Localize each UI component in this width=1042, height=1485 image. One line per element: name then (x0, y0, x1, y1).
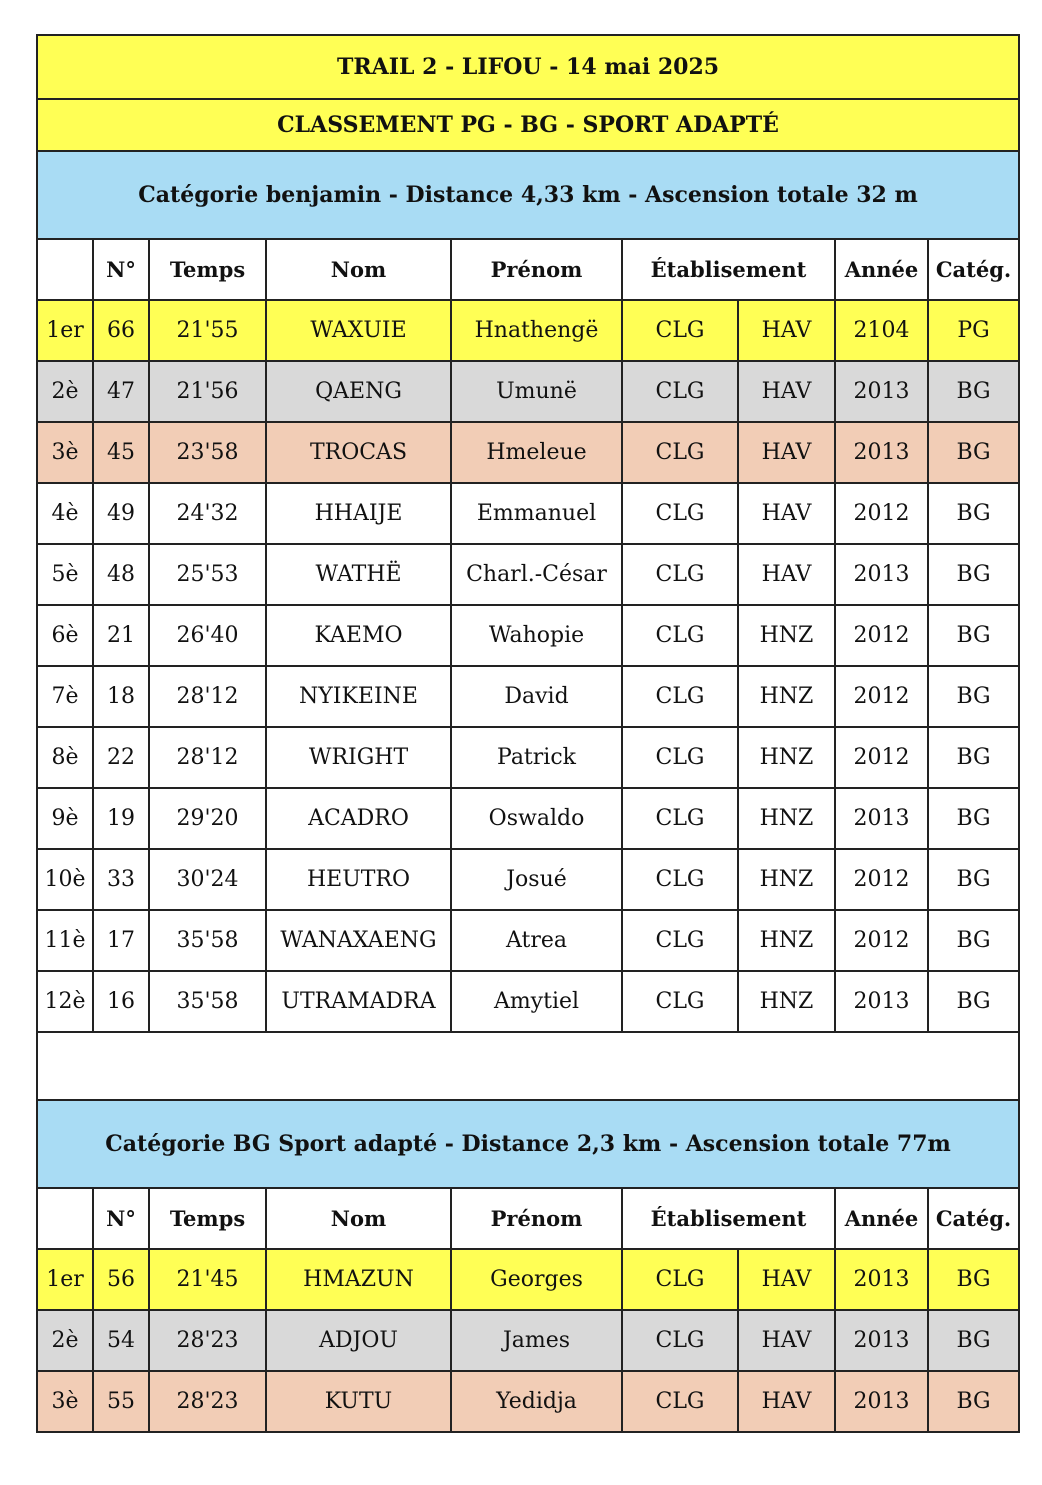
table-row (37, 1371, 1019, 1432)
cell-name: HEUTRO (266, 849, 451, 910)
cell-school: CLG (622, 605, 738, 666)
cell-number: 22 (93, 727, 149, 788)
cell-category: BG (928, 1371, 1019, 1432)
cell-number: 55 (93, 1371, 149, 1432)
cell-rank: 11è (37, 910, 93, 971)
cell-school-code: HAV (738, 1310, 835, 1371)
cell-year: 2013 (835, 788, 928, 849)
cell-school: CLG (622, 788, 738, 849)
cell-name: WANAXAENG (266, 910, 451, 971)
cell-number: 48 (93, 544, 149, 605)
cell-firstname: Wahopie (451, 605, 622, 666)
cell-name: HHAIJE (266, 483, 451, 544)
cell-rank: 1er (37, 300, 93, 361)
cell-year: 2012 (835, 849, 928, 910)
cell-rank: 3è (37, 1371, 93, 1432)
cell-firstname: Hnathengë (451, 300, 622, 361)
cell-time: 28'23 (149, 1371, 266, 1432)
cell-time: 29'20 (149, 788, 266, 849)
cell-name: WRIGHT (266, 727, 451, 788)
column-header-row (37, 1188, 1019, 1249)
cell-category: BG (928, 849, 1019, 910)
cell-category: BG (928, 422, 1019, 483)
cell-school-code: HNZ (738, 971, 835, 1032)
cell-time: 35'58 (149, 971, 266, 1032)
cell-school-code: HAV (738, 361, 835, 422)
table-row (37, 1249, 1019, 1310)
table-row (37, 361, 1019, 422)
cell-school-code: HNZ (738, 666, 835, 727)
cell-school: CLG (622, 300, 738, 361)
cell-rank: 8è (37, 727, 93, 788)
cell-name: WATHË (266, 544, 451, 605)
cell-school-code: HAV (738, 544, 835, 605)
cell-category: BG (928, 361, 1019, 422)
header-school: Établisement (622, 239, 835, 300)
section-spacer (37, 1032, 1019, 1100)
cell-year: 2013 (835, 544, 928, 605)
table-row (37, 422, 1019, 483)
cell-school: CLG (622, 1310, 738, 1371)
cell-time: 28'23 (149, 1310, 266, 1371)
cell-firstname: Umunë (451, 361, 622, 422)
cell-number: 49 (93, 483, 149, 544)
cell-school-code: HNZ (738, 849, 835, 910)
table-row (37, 971, 1019, 1032)
cell-year: 2013 (835, 1371, 928, 1432)
page-title: TRAIL 2 - LIFOU - 14 mai 2025 (37, 35, 1019, 99)
cell-time: 24'32 (149, 483, 266, 544)
cell-firstname: James (451, 1310, 622, 1371)
cell-rank: 6è (37, 605, 93, 666)
cell-rank: 7è (37, 666, 93, 727)
cell-school-code: HNZ (738, 727, 835, 788)
cell-school-code: HNZ (738, 788, 835, 849)
header-time: Temps (149, 239, 266, 300)
cell-firstname: Georges (451, 1249, 622, 1310)
category-heading: Catégorie benjamin - Distance 4,33 km - Ascension totale 32 m (37, 151, 1019, 239)
cell-number: 19 (93, 788, 149, 849)
cell-school: CLG (622, 666, 738, 727)
cell-name: NYIKEINE (266, 666, 451, 727)
header-number: N° (93, 1188, 149, 1249)
cell-year: 2013 (835, 422, 928, 483)
cell-firstname: Hmeleue (451, 422, 622, 483)
cell-firstname: Patrick (451, 727, 622, 788)
cell-firstname: Charl.-César (451, 544, 622, 605)
cell-time: 21'56 (149, 361, 266, 422)
cell-time: 28'12 (149, 727, 266, 788)
cell-year: 2013 (835, 361, 928, 422)
cell-name: WAXUIE (266, 300, 451, 361)
cell-name: KAEMO (266, 605, 451, 666)
cell-name: QAENG (266, 361, 451, 422)
cell-category: BG (928, 483, 1019, 544)
cell-year: 2012 (835, 666, 928, 727)
table-row (37, 849, 1019, 910)
cell-firstname: Emmanuel (451, 483, 622, 544)
cell-school: CLG (622, 544, 738, 605)
cell-firstname: Atrea (451, 910, 622, 971)
cell-category: BG (928, 910, 1019, 971)
cell-name: HMAZUN (266, 1249, 451, 1310)
header-name: Nom (266, 1188, 451, 1249)
table-row (37, 300, 1019, 361)
cell-category: BG (928, 666, 1019, 727)
cell-school-code: HNZ (738, 910, 835, 971)
table-row (37, 727, 1019, 788)
table-row (37, 666, 1019, 727)
header-category: Catég. (928, 1188, 1019, 1249)
cell-number: 18 (93, 666, 149, 727)
cell-school: CLG (622, 483, 738, 544)
cell-time: 23'58 (149, 422, 266, 483)
cell-time: 28'12 (149, 666, 266, 727)
cell-category: BG (928, 788, 1019, 849)
header-firstname: Prénom (451, 1188, 622, 1249)
cell-name: TROCAS (266, 422, 451, 483)
cell-year: 2012 (835, 727, 928, 788)
table-row (37, 544, 1019, 605)
cell-school-code: HNZ (738, 605, 835, 666)
cell-school-code: HAV (738, 1249, 835, 1310)
cell-time: 30'24 (149, 849, 266, 910)
header-school: Établisement (622, 1188, 835, 1249)
cell-school-code: HAV (738, 1371, 835, 1432)
cell-rank: 10è (37, 849, 93, 910)
header-rank (37, 239, 93, 300)
cell-name: ADJOU (266, 1310, 451, 1371)
table-row (37, 605, 1019, 666)
cell-year: 2012 (835, 910, 928, 971)
table-row (37, 788, 1019, 849)
cell-number: 66 (93, 300, 149, 361)
page-subtitle: CLASSEMENT PG - BG - SPORT ADAPTÉ (37, 99, 1019, 151)
cell-time: 21'55 (149, 300, 266, 361)
cell-rank: 2è (37, 1310, 93, 1371)
cell-school-code: HAV (738, 422, 835, 483)
cell-category: BG (928, 727, 1019, 788)
cell-year: 2012 (835, 605, 928, 666)
cell-number: 45 (93, 422, 149, 483)
cell-rank: 9è (37, 788, 93, 849)
header-rank (37, 1188, 93, 1249)
cell-year: 2012 (835, 483, 928, 544)
cell-year: 2104 (835, 300, 928, 361)
cell-number: 54 (93, 1310, 149, 1371)
cell-category: BG (928, 971, 1019, 1032)
cell-time: 25'53 (149, 544, 266, 605)
table-row (37, 483, 1019, 544)
cell-firstname: David (451, 666, 622, 727)
cell-school: CLG (622, 422, 738, 483)
header-year: Année (835, 239, 928, 300)
cell-number: 17 (93, 910, 149, 971)
cell-category: BG (928, 544, 1019, 605)
cell-time: 21'45 (149, 1249, 266, 1310)
cell-year: 2013 (835, 1249, 928, 1310)
cell-rank: 4è (37, 483, 93, 544)
cell-school: CLG (622, 727, 738, 788)
results-table (36, 34, 1020, 1433)
cell-category: BG (928, 1310, 1019, 1371)
header-firstname: Prénom (451, 239, 622, 300)
cell-firstname: Amytiel (451, 971, 622, 1032)
table-row (37, 1310, 1019, 1371)
cell-name: KUTU (266, 1371, 451, 1432)
cell-time: 26'40 (149, 605, 266, 666)
cell-name: UTRAMADRA (266, 971, 451, 1032)
cell-firstname: Yedidja (451, 1371, 622, 1432)
header-year: Année (835, 1188, 928, 1249)
cell-number: 47 (93, 361, 149, 422)
cell-school: CLG (622, 1371, 738, 1432)
cell-school: CLG (622, 849, 738, 910)
cell-time: 35'58 (149, 910, 266, 971)
column-header-row (37, 239, 1019, 300)
cell-school: CLG (622, 971, 738, 1032)
cell-firstname: Oswaldo (451, 788, 622, 849)
header-name: Nom (266, 239, 451, 300)
header-category: Catég. (928, 239, 1019, 300)
cell-year: 2013 (835, 971, 928, 1032)
cell-number: 21 (93, 605, 149, 666)
cell-name: ACADRO (266, 788, 451, 849)
header-number: N° (93, 239, 149, 300)
cell-school-code: HAV (738, 300, 835, 361)
cell-school: CLG (622, 910, 738, 971)
cell-school: CLG (622, 1249, 738, 1310)
cell-category: BG (928, 1249, 1019, 1310)
cell-category: PG (928, 300, 1019, 361)
cell-rank: 5è (37, 544, 93, 605)
category-heading: Catégorie BG Sport adapté - Distance 2,3 km - Ascension totale 77m (37, 1100, 1019, 1188)
cell-school-code: HAV (738, 483, 835, 544)
cell-rank: 12è (37, 971, 93, 1032)
cell-category: BG (928, 605, 1019, 666)
cell-number: 16 (93, 971, 149, 1032)
cell-number: 33 (93, 849, 149, 910)
header-time: Temps (149, 1188, 266, 1249)
cell-rank: 1er (37, 1249, 93, 1310)
cell-number: 56 (93, 1249, 149, 1310)
cell-rank: 3è (37, 422, 93, 483)
cell-year: 2013 (835, 1310, 928, 1371)
cell-rank: 2è (37, 361, 93, 422)
cell-firstname: Josué (451, 849, 622, 910)
cell-school: CLG (622, 361, 738, 422)
table-row (37, 910, 1019, 971)
